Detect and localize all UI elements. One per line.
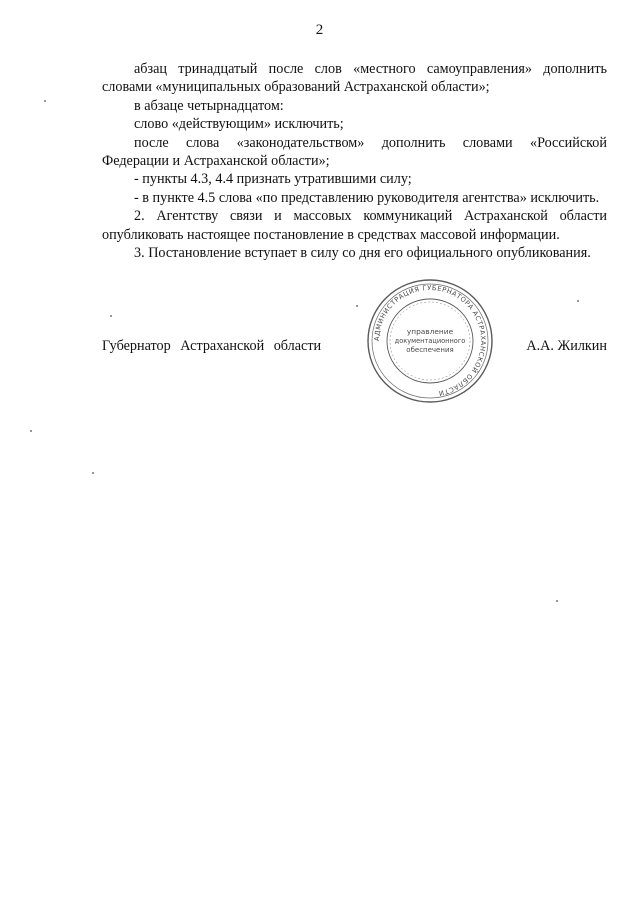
paragraph-abzac-14-intro: в абзаце четырнадцатом: xyxy=(134,97,284,114)
stamp-center-line-1: управление xyxy=(406,327,454,336)
document-body xyxy=(102,60,607,262)
paragraph-abzac-13: абзац тринадцатый после слов «местного самоуправления» дополнить словами «муниципальных образований Астраханской области»; xyxy=(102,61,607,96)
paragraph-after-legislation: после слова «законодательством» дополнить словами «Российской Федерации и Астраханской области»; xyxy=(102,134,607,170)
paragraph-point-4-5: - в пункте 4.5 слова «по представлению руководителя агентства» исключить. xyxy=(134,189,600,206)
paragraph-agency-publish: 2. Агентству связи и массовых коммуникаций Астраханской области опубликовать настоящее постановление в средствах массовой информации. xyxy=(102,208,607,243)
stamp-center-line-3: обеспечения xyxy=(406,346,454,354)
stamp-center-line-2: документационного xyxy=(394,337,466,345)
signer-name: А.А. Жилкин xyxy=(526,338,607,354)
scan-speck xyxy=(92,472,94,474)
scan-speck xyxy=(577,300,579,302)
signer-title: Губернатор Астраханской области xyxy=(102,338,322,354)
paragraph-entry-into-force: 3. Постановление вступает в силу со дня его официального опубликования. xyxy=(134,245,591,262)
stamp-ring-text: АДМИНИСТРАЦИЯ ГУБЕРНАТОРА АСТРАХАНСКОЙ ОБЛАСТИ xyxy=(372,283,488,398)
scan-speck xyxy=(110,315,112,317)
stamp-seal-icon xyxy=(365,277,495,405)
official-stamp xyxy=(365,277,495,405)
paragraph-points-repeal: - пункты 4.3, 4.4 признать утратившими силу; xyxy=(134,171,412,188)
scan-speck xyxy=(556,600,558,602)
page-number: 2 xyxy=(315,22,325,38)
scan-speck xyxy=(356,305,358,307)
scan-speck xyxy=(44,100,46,102)
paragraph-word-exclude: слово «действующим» исключить; xyxy=(134,116,344,133)
scan-speck xyxy=(30,430,32,432)
